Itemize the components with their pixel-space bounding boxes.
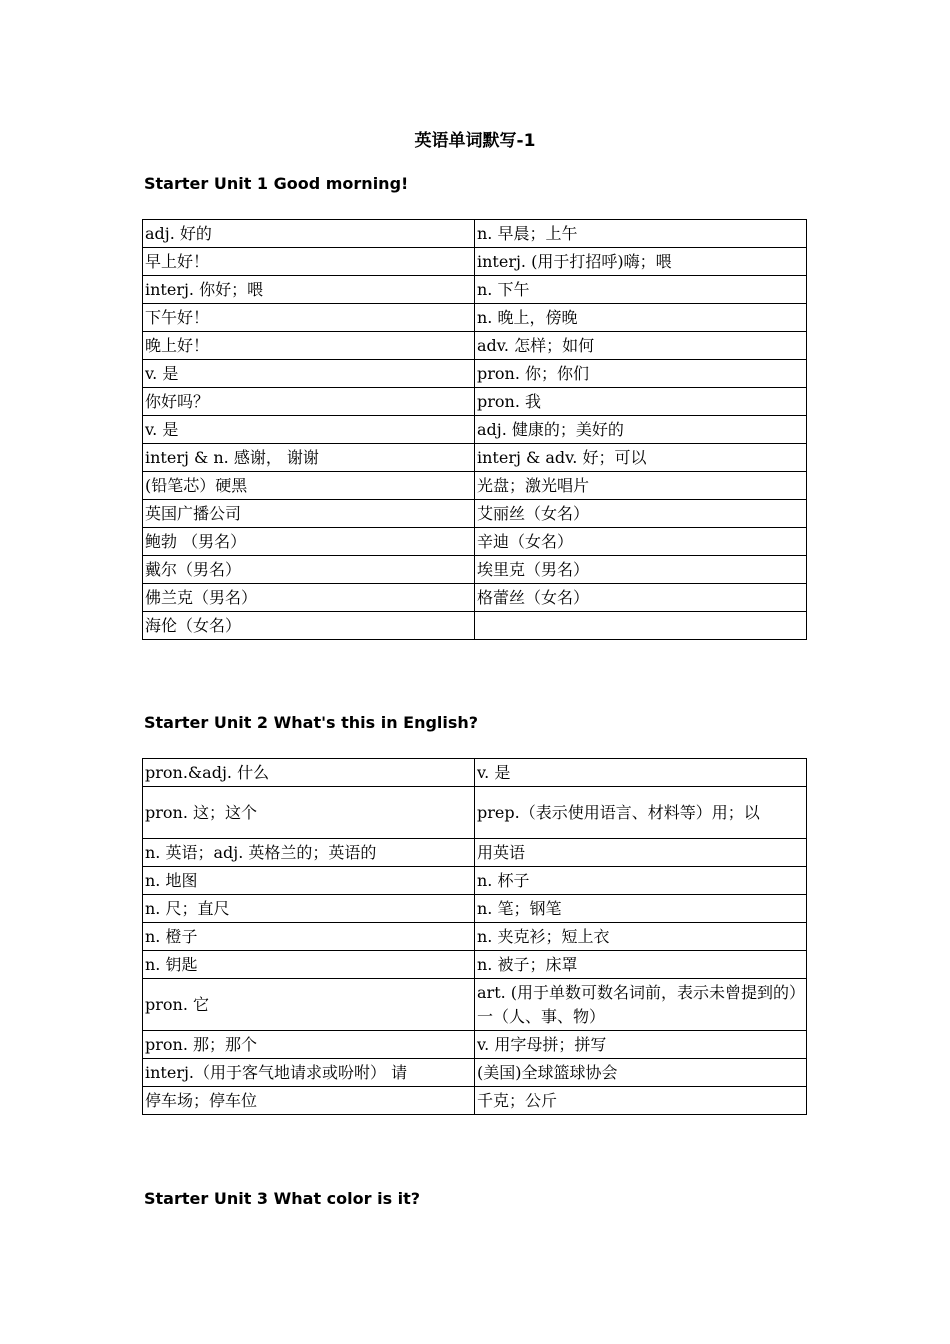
table-cell: 你好吗？ <box>143 388 475 416</box>
table-cell: n. 地图 <box>143 867 475 895</box>
table-cell: pron. 你；你们 <box>475 360 807 388</box>
table-row <box>143 1087 807 1115</box>
table-cell: interj & n. 感谢， 谢谢 <box>143 444 475 472</box>
table-row <box>143 220 807 248</box>
table-row <box>143 867 807 895</box>
table-cell: interj & adv. 好；可以 <box>475 444 807 472</box>
vocab-table-unit-1 <box>142 219 807 640</box>
table-row <box>143 500 807 528</box>
table-row <box>143 584 807 612</box>
table-row <box>143 839 807 867</box>
table-row <box>143 1031 807 1059</box>
table-cell <box>475 612 807 640</box>
table-row <box>143 444 807 472</box>
table-cell: interj. 你好；喂 <box>143 276 475 304</box>
table-cell: 埃里克（男名） <box>475 556 807 584</box>
table-cell: pron.&adj. 什么 <box>143 759 475 787</box>
table-row <box>143 759 807 787</box>
vocab-table-unit-2 <box>142 758 807 1115</box>
table-cell: adj. 健康的；美好的 <box>475 416 807 444</box>
table-cell: 晚上好！ <box>143 332 475 360</box>
table-row <box>143 528 807 556</box>
table-row <box>143 1059 807 1087</box>
table-cell: v. 是 <box>143 416 475 444</box>
table-cell: 早上好！ <box>143 248 475 276</box>
table-row <box>143 248 807 276</box>
table-cell: 千克；公斤 <box>475 1087 807 1115</box>
table-cell: n. 下午 <box>475 276 807 304</box>
table-cell: pron. 那；那个 <box>143 1031 475 1059</box>
table-cell: n. 夹克衫；短上衣 <box>475 923 807 951</box>
table-row <box>143 388 807 416</box>
table-cell: 辛迪（女名） <box>475 528 807 556</box>
table-row <box>143 360 807 388</box>
table-cell: n. 晚上，傍晚 <box>475 304 807 332</box>
table-cell: prep.（表示使用语言、材料等）用；以 <box>475 787 807 839</box>
table-cell: pron. 它 <box>143 979 475 1031</box>
table-row <box>143 332 807 360</box>
table-row <box>143 787 807 839</box>
table-cell: n. 钥匙 <box>143 951 475 979</box>
table-cell: pron. 我 <box>475 388 807 416</box>
table-row <box>143 304 807 332</box>
table-cell: 光盘；激光唱片 <box>475 472 807 500</box>
table-cell: v. 是 <box>143 360 475 388</box>
table-cell: (铅笔芯）硬黑 <box>143 472 475 500</box>
unit-heading-1: Starter Unit 1 Good morning! <box>144 174 409 193</box>
table-row <box>143 923 807 951</box>
table-cell: n. 橙子 <box>143 923 475 951</box>
table-row <box>143 556 807 584</box>
table-cell: 海伦（女名） <box>143 612 475 640</box>
table-cell: n. 笔；钢笔 <box>475 895 807 923</box>
table-cell: 艾丽丝（女名） <box>475 500 807 528</box>
table-cell: interj. (用于打招呼)嗨；喂 <box>475 248 807 276</box>
table-cell: 佛兰克（男名） <box>143 584 475 612</box>
table-cell: 用英语 <box>475 839 807 867</box>
table-cell: n. 尺；直尺 <box>143 895 475 923</box>
table-cell: interj.（用于客气地请求或吩咐） 请 <box>143 1059 475 1087</box>
table-cell: 戴尔（男名） <box>143 556 475 584</box>
table-cell: art. (用于单数可数名词前，表示未曾提到的）一（人、事、物） <box>475 979 807 1031</box>
table-cell: adv. 怎样；如何 <box>475 332 807 360</box>
table-row <box>143 951 807 979</box>
table-cell: adj. 好的 <box>143 220 475 248</box>
table-row <box>143 472 807 500</box>
table-row <box>143 895 807 923</box>
table-cell: 停车场；停车位 <box>143 1087 475 1115</box>
table-row <box>143 979 807 1031</box>
table-row <box>143 612 807 640</box>
table-cell: n. 英语；adj. 英格兰的；英语的 <box>143 839 475 867</box>
table-cell: (美国)全球篮球协会 <box>475 1059 807 1087</box>
table-cell: 英国广播公司 <box>143 500 475 528</box>
table-row <box>143 276 807 304</box>
unit-heading-3: Starter Unit 3 What color is it? <box>144 1189 421 1208</box>
document-title: 英语单词默写-1 <box>414 131 536 151</box>
table-cell: n. 杯子 <box>475 867 807 895</box>
unit-heading-2: Starter Unit 2 What's this in English? <box>144 713 479 732</box>
table-cell: pron. 这；这个 <box>143 787 475 839</box>
table-cell: n. 早晨；上午 <box>475 220 807 248</box>
table-cell: n. 被子；床罩 <box>475 951 807 979</box>
table-row <box>143 416 807 444</box>
table-cell: 格蕾丝（女名） <box>475 584 807 612</box>
table-cell: v. 用字母拼；拼写 <box>475 1031 807 1059</box>
table-cell: 鲍勃 （男名） <box>143 528 475 556</box>
table-cell: 下午好！ <box>143 304 475 332</box>
table-cell: v. 是 <box>475 759 807 787</box>
